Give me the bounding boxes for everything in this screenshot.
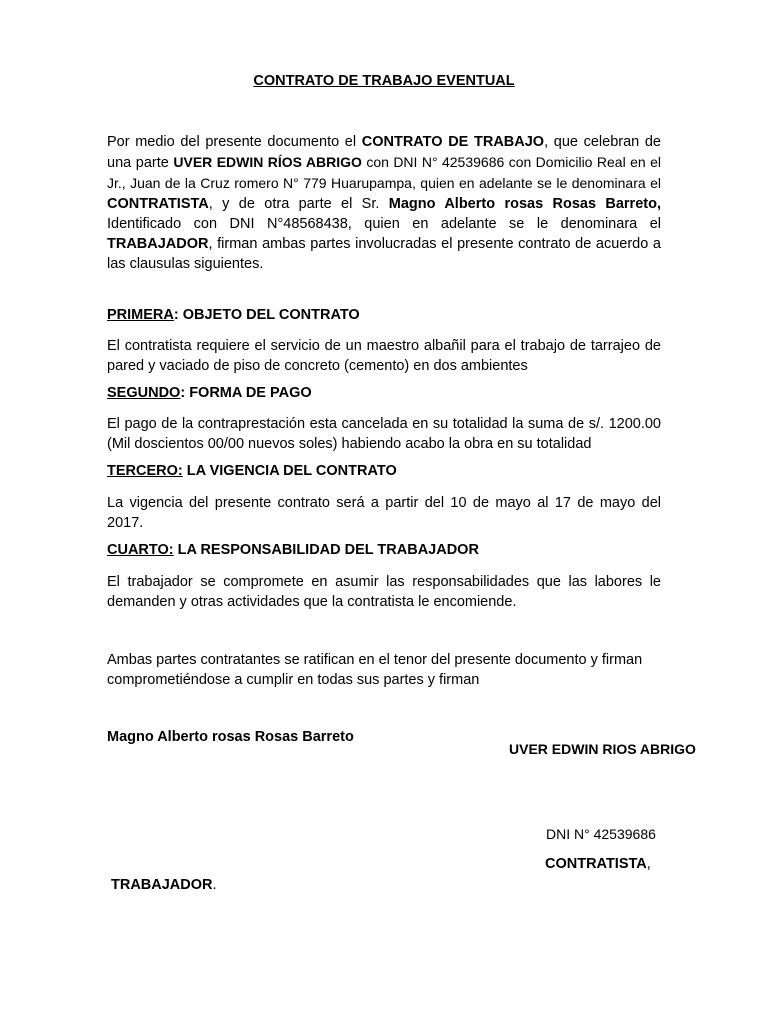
clause-2-sep: : — [180, 385, 190, 401]
contractor-role — [545, 856, 651, 872]
clause-4-label: CUARTO: — [107, 542, 174, 558]
clause-3-heading — [107, 463, 397, 479]
clause-3-label: TERCERO: — [107, 463, 183, 479]
worker-role — [111, 877, 217, 893]
intro-bold-trabajador: TRABAJADOR — [107, 236, 209, 252]
intro-bold-worker-name: Magno Alberto rosas Rosas Barreto, — [388, 196, 661, 212]
clause-1-label: PRIMERA — [107, 307, 174, 323]
clause-1-heading — [107, 307, 360, 323]
clause-1-body: El contratista requiere el servicio de un maestro albañil para el trabajo de tarrajeo de pared y vaciado de piso de concreto (cemento) en dos ambientes — [107, 338, 661, 374]
clause-1-sep: : — [173, 307, 183, 323]
clause-2-title: FORMA DE PAGO — [189, 385, 312, 401]
clause-2-heading — [107, 385, 312, 401]
intro-text-4: , y de otra parte el Sr. — [208, 196, 389, 212]
intro-text-5: Identificado con DNI N°48568438, quien en adelante se le denominara el — [107, 216, 661, 232]
clause-1-title: OBJETO DEL CONTRATO — [182, 307, 360, 323]
contractor-signature-name: UVER EDWIN RIOS ABRIGO — [509, 741, 696, 757]
clause-3-body: La vigencia del presente contrato será a partir del 10 de mayo al 17 de mayo del 2017. — [107, 495, 661, 531]
clause-4-title: LA RESPONSABILIDAD DEL TRABAJADOR — [177, 542, 479, 558]
clause-4-body: El trabajador se compromete en asumir las responsabilidades que las labores le demanden y otras actividades que la contratista le encomiende. — [107, 574, 661, 610]
closing-paragraph: Ambas partes contratantes se ratifican en el tenor del presente documento y firman comprometiéndose a cumplir en todas sus partes y firman — [107, 652, 643, 688]
intro-text-6: , firman ambas partes involucradas el presente contrato de acuerdo a las clausulas siguientes. — [107, 236, 661, 272]
worker-signature-name: Magno Alberto rosas Rosas Barreto — [107, 729, 354, 745]
clause-4-heading — [107, 542, 479, 558]
intro-bold-contratista: CONTRATISTA — [107, 196, 209, 212]
intro-bold-contractor-name: UVER EDWIN RÍOS ABRIGO — [173, 154, 362, 170]
contractor-dni: DNI N° 42539686 — [546, 826, 656, 842]
contractor-role-suffix: , — [646, 856, 651, 872]
contractor-role-label: CONTRATISTA — [545, 856, 647, 872]
clause-3-title: LA VIGENCIA DEL CONTRATO — [186, 463, 397, 479]
worker-role-suffix: . — [212, 877, 217, 893]
intro-bold-contract: CONTRATO DE TRABAJO — [361, 134, 545, 150]
clause-2-label: SEGUNDO — [107, 385, 181, 401]
intro-paragraph — [107, 132, 661, 274]
intro-text-3: con DNI N° 42539686 con Domicilio Real en el Jr., Juan de la Cruz romero N° 779 Huarupampa, quien en adelante se le denominara el — [107, 154, 661, 191]
document-title: CONTRATO DE TRABAJO EVENTUAL — [253, 73, 515, 89]
worker-role-label: TRABAJADOR — [111, 877, 213, 893]
clause-2-body: El pago de la contraprestación esta cancelada en su totalidad la suma de s/. 1200.00 (Mil doscientos 00/00 nuevos soles) habiendo acabo la obra en su totalidad — [107, 416, 661, 452]
intro-text-1: Por medio del presente documento el — [107, 134, 362, 150]
intro-text-2: , que celebran de una parte — [107, 134, 661, 171]
